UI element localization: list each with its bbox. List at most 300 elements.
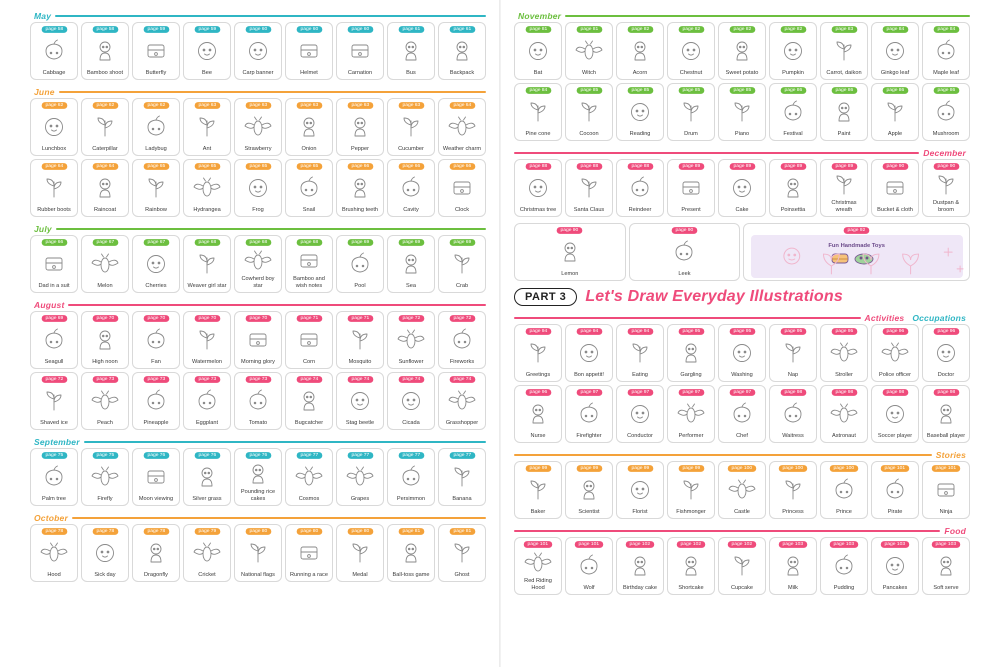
section-header: [30, 512, 486, 523]
illustration-card[interactable]: [718, 537, 766, 595]
illustration-card[interactable]: [718, 324, 766, 382]
illustration-card[interactable]: [81, 98, 129, 156]
weaver-girl-icon: [185, 246, 229, 282]
illustration-card[interactable]: [30, 159, 78, 217]
page-tag: page 89: [780, 163, 805, 170]
illustration-caption: Raincoat: [93, 206, 117, 213]
illustration-caption: Fireworks: [449, 358, 475, 365]
illustration-caption: Cherries: [145, 282, 167, 289]
illustration-card[interactable]: [769, 324, 817, 382]
page-tag: page 75: [41, 452, 66, 459]
pirate-icon: [873, 472, 917, 508]
dragonfly-icon: [134, 535, 178, 571]
illustration-caption: Mosquito: [348, 358, 372, 365]
illustration-card[interactable]: [871, 537, 919, 595]
illustration-card[interactable]: [667, 83, 715, 141]
page-tag: page 60: [296, 26, 321, 33]
illustration-card[interactable]: [30, 235, 78, 293]
illustration-card[interactable]: [81, 524, 129, 582]
illustration-card[interactable]: [285, 22, 333, 80]
illustration-card[interactable]: [769, 385, 817, 443]
illustration-card[interactable]: [285, 448, 333, 506]
illustration-card[interactable]: [81, 311, 129, 369]
illustration-card[interactable]: [387, 22, 435, 80]
illustration-card[interactable]: [565, 83, 613, 141]
illustration-card[interactable]: [514, 324, 562, 382]
page-tag: page 68: [245, 239, 270, 246]
illustration-card[interactable]: [285, 98, 333, 156]
page-tag: page 66: [398, 163, 423, 170]
illustration-card[interactable]: [718, 159, 766, 217]
pudding-icon: [822, 548, 866, 584]
illustration-caption: Lemon: [561, 270, 579, 277]
raincoat-icon: [83, 170, 127, 206]
illustration-caption: Ninja: [939, 508, 953, 515]
santa-claus-icon: [567, 170, 611, 206]
illustration-card[interactable]: [565, 385, 613, 443]
illustration-card[interactable]: [438, 98, 486, 156]
illustration-card[interactable]: [132, 235, 180, 293]
illustration-card[interactable]: [336, 448, 384, 506]
illustration-card[interactable]: [820, 324, 868, 382]
section-title: July: [34, 223, 52, 234]
illustration-card[interactable]: [820, 83, 868, 141]
illustration-card[interactable]: [871, 324, 919, 382]
page-tag: page 67: [92, 239, 117, 246]
illustration-card[interactable]: [234, 235, 282, 293]
illustration-card[interactable]: [616, 385, 664, 443]
cherries-icon: [134, 246, 178, 282]
illustration-card[interactable]: [871, 385, 919, 443]
illustration-caption: Clock: [455, 206, 469, 213]
page-tag: page 101: [881, 465, 909, 472]
illustration-card[interactable]: [769, 537, 817, 595]
illustration-card[interactable]: [336, 22, 384, 80]
illustration-card[interactable]: [336, 372, 384, 430]
page-tag: page 90: [882, 163, 907, 170]
page-tag: page 63: [194, 102, 219, 109]
page-tag: page 100: [830, 465, 858, 472]
stag-beetle-icon: [338, 383, 382, 419]
illustration-card[interactable]: [820, 537, 868, 595]
illustration-card[interactable]: [718, 385, 766, 443]
page-tag: page 100: [728, 465, 756, 472]
illustration-caption: Peach: [97, 419, 113, 426]
birthday-cake-icon: [618, 548, 662, 584]
illustration-caption: Hood: [47, 571, 61, 578]
card-row: [30, 98, 486, 156]
illustration-card[interactable]: [438, 22, 486, 80]
illustration-caption: Sweet potato: [725, 69, 759, 76]
illustration-caption: Reindeer: [628, 206, 652, 213]
illustration-card[interactable]: [387, 98, 435, 156]
page-tag: page 66: [41, 239, 66, 246]
illustration-card[interactable]: [336, 235, 384, 293]
page-tag: page 80: [347, 528, 372, 535]
illustration-caption: Pirate: [887, 508, 903, 515]
page-tag: page 68: [194, 239, 219, 246]
illustration-card[interactable]: [922, 385, 970, 443]
illustration-card[interactable]: [132, 98, 180, 156]
page-tag: page 70: [194, 315, 219, 322]
illustration-card[interactable]: [387, 311, 435, 369]
page-tag: page 89: [831, 163, 856, 170]
section-header: [30, 223, 486, 234]
illustration-caption: Chef: [736, 432, 748, 439]
illustration-card[interactable]: [718, 22, 766, 80]
illustration-card[interactable]: [871, 22, 919, 80]
page-tag: page 65: [194, 163, 219, 170]
illustration-card[interactable]: [81, 448, 129, 506]
page-tag: page 70: [143, 315, 168, 322]
illustration-caption: Bat: [533, 69, 543, 76]
illustration-caption: Soccer player: [877, 432, 913, 439]
illustration-card[interactable]: [718, 461, 766, 519]
illustration-card[interactable]: [820, 385, 868, 443]
illustration-card[interactable]: [616, 324, 664, 382]
illustration-card[interactable]: [438, 159, 486, 217]
page-tag: page 69: [347, 239, 372, 246]
illustration-caption: Dustpan & broom: [932, 200, 960, 213]
illustration-card[interactable]: [30, 372, 78, 430]
illustration-caption: Cupcake: [730, 584, 754, 591]
illustration-caption: Witch: [582, 69, 596, 76]
page-tag: page 101: [932, 465, 960, 472]
illustration-card[interactable]: [922, 324, 970, 382]
illustration-caption: Cake: [735, 206, 749, 213]
illustration-caption: Pudding: [833, 584, 855, 591]
illustration-card[interactable]: [565, 537, 613, 595]
paint-icon: [822, 94, 866, 130]
illustration-caption: Caterpillar: [92, 145, 118, 152]
illustration-card[interactable]: [132, 448, 180, 506]
illustration-card[interactable]: [183, 235, 231, 293]
illustration-card[interactable]: [667, 159, 715, 217]
page-tag: page 63: [347, 102, 372, 109]
cavity-icon: [389, 170, 433, 206]
illustration-card[interactable]: [285, 372, 333, 430]
illustration-caption: Leek: [678, 270, 691, 277]
illustration-card[interactable]: [769, 461, 817, 519]
illustration-card[interactable]: [820, 159, 868, 217]
illustration-card[interactable]: [769, 83, 817, 141]
page-tag: page 103: [932, 541, 960, 548]
illustration-card[interactable]: [183, 98, 231, 156]
page-tag: page 78: [92, 528, 117, 535]
illustration-card[interactable]: [514, 537, 562, 595]
illustration-caption: Astronaut: [832, 432, 856, 439]
scientist-icon: [567, 472, 611, 508]
illustration-caption: Rainbow: [145, 206, 167, 213]
illustration-card[interactable]: [616, 159, 664, 217]
page-tag: page 90: [672, 227, 697, 234]
fan-icon: [134, 322, 178, 358]
illustration-card[interactable]: [132, 372, 180, 430]
page-tag: page 103: [779, 541, 807, 548]
cucumber-icon: [389, 109, 433, 145]
page-tag: page 86: [780, 87, 805, 94]
page-tag: page 90: [933, 163, 958, 170]
illustration-card[interactable]: [234, 448, 282, 506]
page-tag: page 90: [557, 227, 582, 234]
illustration-caption: Sea: [406, 282, 416, 289]
page-tag: page 69: [449, 239, 474, 246]
illustration-card[interactable]: [132, 311, 180, 369]
ladybug-icon: [134, 109, 178, 145]
illustration-caption: Eggplant: [195, 419, 219, 426]
illustration-card[interactable]: [183, 372, 231, 430]
illustration-card[interactable]: [30, 448, 78, 506]
section-rule: [84, 441, 486, 443]
illustration-card[interactable]: [629, 223, 741, 281]
illustration-card[interactable]: [922, 537, 970, 595]
page-tag: page 98: [831, 389, 856, 396]
illustration-card[interactable]: [183, 524, 231, 582]
illustration-card[interactable]: [769, 159, 817, 217]
illustration-caption: Banana: [452, 495, 472, 502]
illustration-caption: Onion: [301, 145, 317, 152]
illustration-card[interactable]: [438, 448, 486, 506]
eggplant-icon: [185, 383, 229, 419]
illustration-card[interactable]: [667, 324, 715, 382]
cosmos-icon: [287, 459, 331, 495]
page-tag: page 65: [143, 163, 168, 170]
ninja-icon: [924, 472, 968, 508]
section-rule: [56, 228, 486, 230]
illustration-card[interactable]: [616, 83, 664, 141]
dad-in-suit-icon: [32, 246, 76, 282]
illustration-card[interactable]: [81, 235, 129, 293]
illustration-card[interactable]: [387, 524, 435, 582]
illustration-card[interactable]: [565, 461, 613, 519]
illustration-card[interactable]: [871, 159, 919, 217]
page-tag: page 94: [525, 328, 550, 335]
page-tag: page 77: [449, 452, 474, 459]
illustration-card[interactable]: [387, 372, 435, 430]
pounding-rice-cakes-icon: [236, 459, 280, 489]
illustration-card[interactable]: [285, 524, 333, 582]
illustration-caption: Mushroom: [932, 130, 960, 137]
illustration-card[interactable]: [820, 461, 868, 519]
decorative-flowers: [764, 240, 970, 280]
illustration-card[interactable]: [234, 98, 282, 156]
conductor-icon: [618, 396, 662, 432]
cake-icon: [720, 170, 764, 206]
illustration-card[interactable]: [718, 83, 766, 141]
illustration-card[interactable]: [336, 524, 384, 582]
page-tag: page 76: [143, 452, 168, 459]
illustration-caption: Pounding rice cakes: [240, 489, 276, 502]
illustration-card[interactable]: [667, 385, 715, 443]
page-tag: page 73: [245, 376, 270, 383]
apple-icon: [873, 94, 917, 130]
illustration-card[interactable]: [387, 159, 435, 217]
illustration-card[interactable]: [514, 385, 562, 443]
illustration-card[interactable]: [183, 311, 231, 369]
illustration-card[interactable]: [234, 22, 282, 80]
illustration-card[interactable]: [667, 22, 715, 80]
section-rule: [55, 15, 486, 17]
illustration-caption: Nurse: [530, 432, 546, 439]
illustration-card[interactable]: [769, 22, 817, 80]
page-tag: page 94: [627, 328, 652, 335]
page-tag: page 74: [398, 376, 423, 383]
illustration-card[interactable]: [30, 524, 78, 582]
strawberry-icon: [236, 109, 280, 145]
card-row: [514, 537, 970, 595]
page-tag: page 85: [678, 87, 703, 94]
illustration-card[interactable]: [922, 83, 970, 141]
illustration-card[interactable]: [234, 311, 282, 369]
illustration-card[interactable]: [922, 22, 970, 80]
illustration-card[interactable]: [438, 235, 486, 293]
nap-icon: [771, 335, 815, 371]
illustration-card[interactable]: [81, 159, 129, 217]
illustration-card[interactable]: [616, 461, 664, 519]
page-tag: page 61: [449, 26, 474, 33]
illustration-card[interactable]: [922, 159, 970, 217]
illustration-card[interactable]: [336, 159, 384, 217]
illustration-card[interactable]: [871, 461, 919, 519]
illustration-caption: Dad in a suit: [38, 282, 70, 289]
section-title: Stories: [935, 449, 966, 460]
page-tag: page 80: [245, 528, 270, 535]
page-tag: page 77: [398, 452, 423, 459]
illustration-card[interactable]: [81, 372, 129, 430]
illustration-card[interactable]: [234, 159, 282, 217]
illustration-card[interactable]: [285, 311, 333, 369]
page-tag: page 99: [678, 465, 703, 472]
section-header: [514, 312, 970, 323]
illustration-caption: Pine cone: [525, 130, 551, 137]
bamboo-wish-icon: [287, 246, 331, 276]
cricket-icon: [185, 535, 229, 571]
carnation-icon: [338, 33, 382, 69]
tomato-icon: [236, 383, 280, 419]
illustration-card[interactable]: [514, 83, 562, 141]
card-row: [30, 235, 486, 293]
illustration-caption: Present: [681, 206, 701, 213]
illustration-card[interactable]: [438, 524, 486, 582]
page-tag: page 82: [678, 26, 703, 33]
leek-icon: [631, 234, 739, 270]
illustration-card[interactable]: [81, 22, 129, 80]
illustration-caption: Grasshopper: [445, 419, 479, 426]
illustration-card[interactable]: [871, 83, 919, 141]
illustration-card[interactable]: [514, 22, 562, 80]
section-header: [514, 525, 970, 536]
illustration-card[interactable]: [565, 22, 613, 80]
illustration-card[interactable]: [30, 22, 78, 80]
illustration-card[interactable]: [183, 22, 231, 80]
illustration-card[interactable]: [132, 524, 180, 582]
illustration-card[interactable]: [667, 537, 715, 595]
page-tag: page 95: [831, 328, 856, 335]
illustration-caption: Red Riding Hood: [524, 578, 552, 591]
page-tag: page 101: [575, 541, 603, 548]
illustration-card[interactable]: [132, 159, 180, 217]
illustration-card[interactable]: [514, 159, 562, 217]
page-tag: page 84: [933, 26, 958, 33]
illustration-card[interactable]: [922, 461, 970, 519]
page-tag: page 88: [576, 163, 601, 170]
watermelon-icon: [185, 322, 229, 358]
castle-icon: [720, 472, 764, 508]
illustration-card[interactable]: [30, 98, 78, 156]
reading-icon: [618, 94, 662, 130]
illustration-card[interactable]: [565, 159, 613, 217]
illustration-card[interactable]: [387, 235, 435, 293]
illustration-card[interactable]: [565, 324, 613, 382]
illustration-card[interactable]: [820, 22, 868, 80]
page-tag: page 71: [347, 315, 372, 322]
right-page: [500, 0, 1000, 667]
illustration-caption: Poinsettia: [780, 206, 806, 213]
illustration-caption: Butterfly: [145, 69, 167, 76]
illustration-card[interactable]: [285, 235, 333, 293]
fireworks-icon: [440, 322, 484, 358]
page-tag: page 75: [92, 452, 117, 459]
page-tag: page 65: [296, 163, 321, 170]
illustration-card[interactable]: [183, 448, 231, 506]
medal-icon: [338, 535, 382, 571]
page-tag: page 69: [398, 239, 423, 246]
illustration-card[interactable]: [336, 311, 384, 369]
christmas-tree-icon: [516, 170, 560, 206]
illustration-card[interactable]: [234, 524, 282, 582]
illustration-caption: Cicada: [402, 419, 420, 426]
page-tag: page 73: [92, 376, 117, 383]
illustration-card[interactable]: [514, 223, 626, 281]
lemon-icon: [516, 234, 624, 270]
illustration-caption: Pancakes: [882, 584, 908, 591]
illustration-card[interactable]: [132, 22, 180, 80]
cabbage-icon: [32, 33, 76, 69]
illustration-caption: Stag beetle: [345, 419, 375, 426]
page-tag: page 98: [933, 389, 958, 396]
illustration-card[interactable]: [438, 311, 486, 369]
sunflower-icon: [389, 322, 433, 358]
wolf-icon: [567, 548, 611, 584]
cupcake-icon: [720, 548, 764, 584]
page-tag: page 100: [779, 465, 807, 472]
page-tag: page 83: [831, 26, 856, 33]
illustration-caption: Cricket: [198, 571, 216, 578]
illustration-card[interactable]: [285, 159, 333, 217]
illustration-card[interactable]: [336, 98, 384, 156]
illustration-card[interactable]: [183, 159, 231, 217]
illustration-caption: Festival: [783, 130, 803, 137]
category-section: [514, 449, 970, 519]
performer-icon: [669, 396, 713, 432]
illustration-card[interactable]: [30, 311, 78, 369]
lunchbox-icon: [32, 109, 76, 145]
illustration-card[interactable]: [616, 537, 664, 595]
present-icon: [669, 170, 713, 206]
illustration-card[interactable]: [616, 22, 664, 80]
page-tag: page 59: [143, 26, 168, 33]
page-tag: page 99: [525, 465, 550, 472]
page-tag: page 70: [92, 315, 117, 322]
page-tag: page 86: [831, 87, 856, 94]
illustration-card[interactable]: [438, 372, 486, 430]
illustration-caption: Pineapple: [143, 419, 169, 426]
illustration-card[interactable]: [667, 461, 715, 519]
illustration-card[interactable]: [514, 461, 562, 519]
illustration-caption: Ladybug: [145, 145, 167, 152]
illustration-card[interactable]: [234, 372, 282, 430]
illustration-card[interactable]: [387, 448, 435, 506]
